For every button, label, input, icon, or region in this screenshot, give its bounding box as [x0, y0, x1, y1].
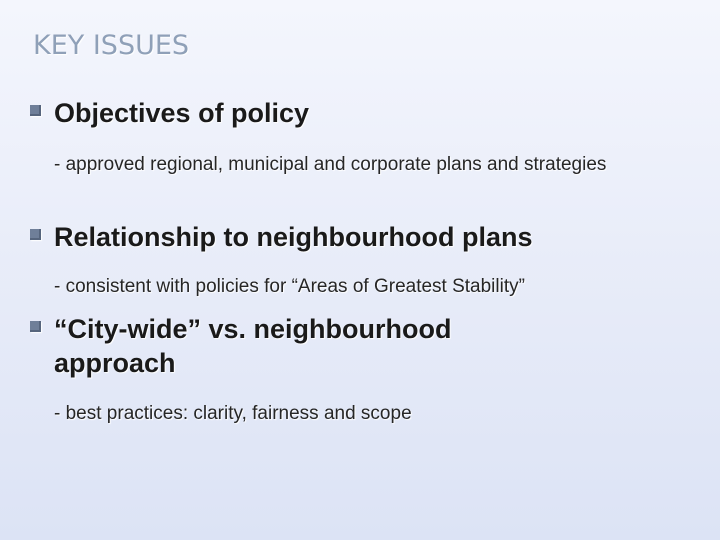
bullet-heading: “City-wide” vs. neighbourhood approach: [54, 314, 452, 378]
bullet-detail: - best practices: clarity, fairness and scope: [54, 403, 412, 424]
bullet-heading: Relationship to neighbourhood plans: [54, 222, 533, 252]
square-bullet-icon: [30, 105, 41, 116]
bullet-heading: Objectives of policy: [54, 98, 310, 128]
slide-title: KEY ISSUES: [33, 30, 190, 61]
bullet-detail: - approved regional, municipal and corporate plans and strategies: [54, 154, 607, 175]
square-bullet-icon: [30, 321, 41, 332]
bullet-detail: - consistent with policies for “Areas of Greatest Stability”: [54, 276, 525, 297]
square-bullet-icon: [30, 229, 41, 240]
